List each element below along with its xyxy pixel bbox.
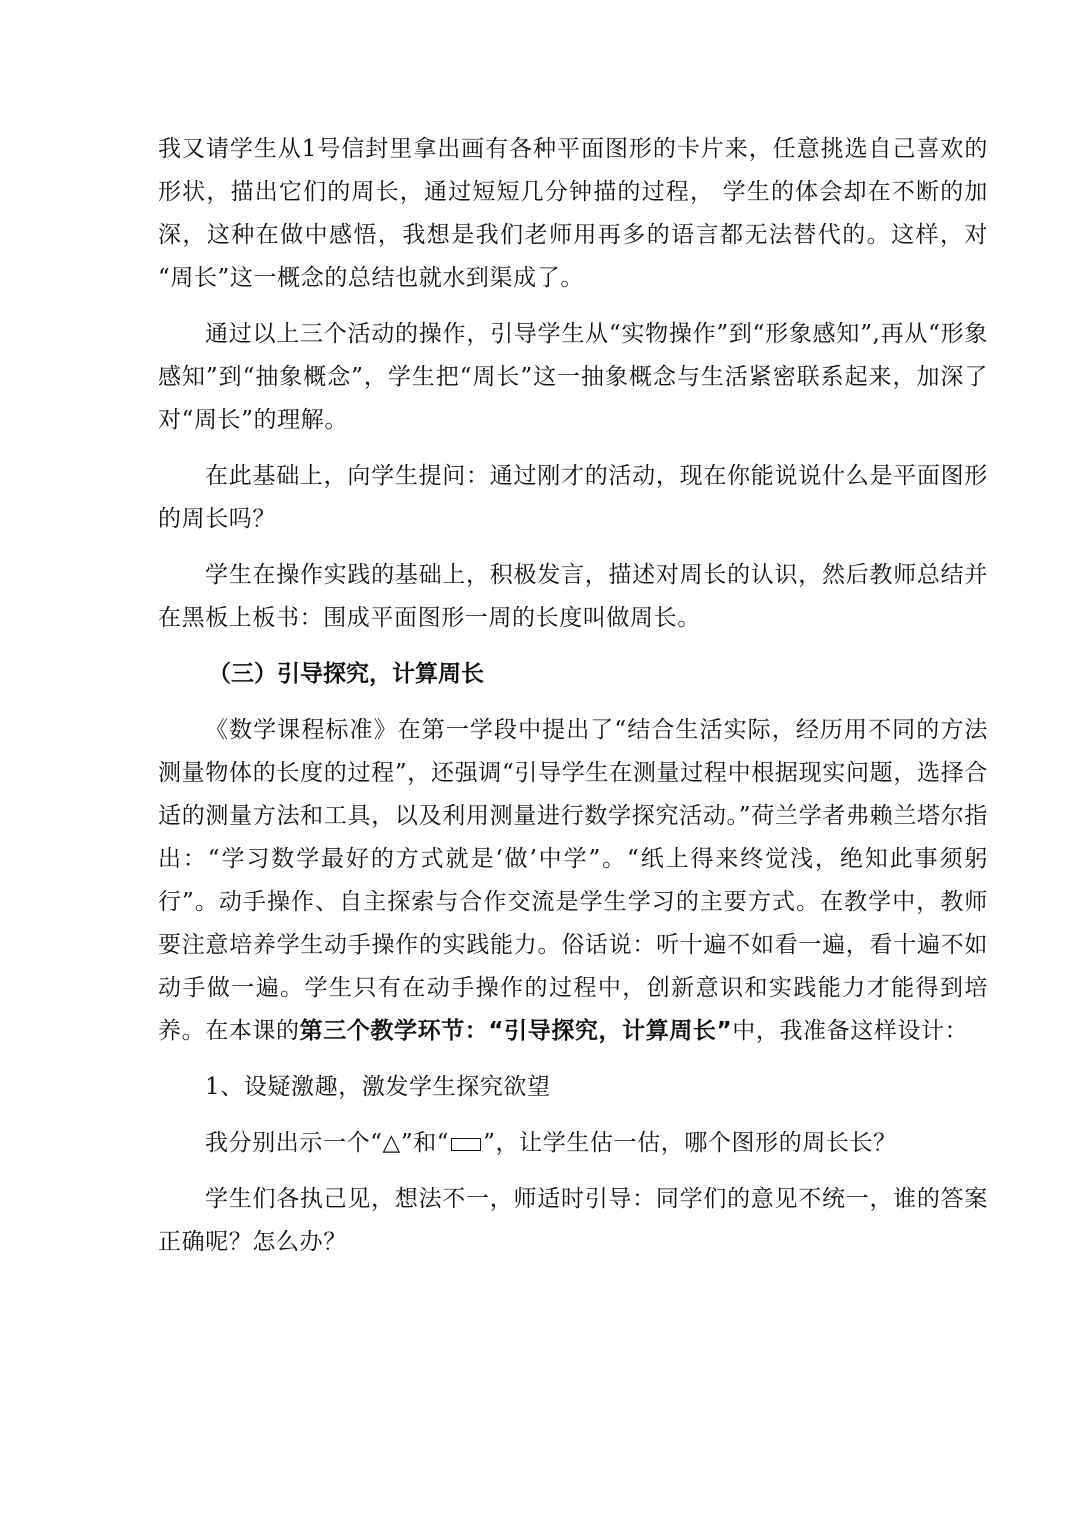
curriculum-text: 《数学课程标准》在第一学段中提出了“结合生活实际，经历用不同的方法测量物体的长度的过程”，还强调“引导学生在测量过程中根据现实问题，选择合适的测量方法和工具，以及利用测量进行数学探究活动。”荷兰学者弗赖兰塔尔指出：“学习数学最好的方式就是‘做’中学”。“纸上得来终觉浅，绝知此事须躬行”。动手操作、自主探索与合作交流是学生学习的主要方式。在教学中，教师要注意培养学生动手操作的实践能力。俗话说：听十遍不如看一遍，看十遍不如动手做一遍。学生只有在动手操作的过程中，创新意识和实践能力才能得到培养。在本课的 xyxy=(158,717,988,1044)
paragraph-tracing-cards: 我又请学生从1号信封里拿出画有各种平面图形的卡片来，任意挑选自己喜欢的形状，描出它们的周长，通过短短几分钟描的过程， 学生的体会却在不断的加深，这种在做中感悟，我想是我们老师用再多的语言都无法替代的。这样，对 “周长”这一概念的总结也就水到渠成了。 xyxy=(158,136,988,291)
paragraph-activities-summary: 通过以上三个活动的操作，引导学生从“实物操作”到“形象感知”,再从“形象感知”到“抽象概念”，学生把“周长”这一抽象概念与生活紧密联系起来，加深了对“周长”的理解。 xyxy=(158,321,988,433)
design-intro-text: 中，我准备这样设计： xyxy=(732,1018,969,1044)
list-item-1: 1、设疑激趣，激发学生探究欲望 xyxy=(205,1074,551,1100)
paragraph-shapes-estimate xyxy=(158,1122,988,1165)
document-page xyxy=(158,128,988,1264)
paragraph-definition: 学生在操作实践的基础上，积极发言，描述对周长的认识，然后教师总结并在黑板上板书：围成平面图形一周的长度叫做周长。 xyxy=(158,562,988,631)
shapes-text-after: ”，让学生估一估，哪个图形的周长长？ xyxy=(483,1130,897,1156)
paragraph-students-opinions: 学生们各执己见，想法不一，师适时引导：同学们的意见不统一，谁的答案正确呢？怎么办？ xyxy=(158,1186,988,1255)
paragraph-curriculum-standard xyxy=(158,709,988,1053)
paragraph-question: 在此基础上，向学生提问：通过刚才的活动，现在你能说说什么是平面图形的周长吗？ xyxy=(158,463,988,532)
third-step-bold: 第三个教学环节：“引导探究，计算周长” xyxy=(299,1018,733,1044)
shapes-text-before: 我分别出示一个“△”和“ xyxy=(205,1130,450,1156)
section-heading-3: （三）引导探究，计算周长 xyxy=(208,661,484,687)
rectangle-icon xyxy=(451,1138,481,1151)
